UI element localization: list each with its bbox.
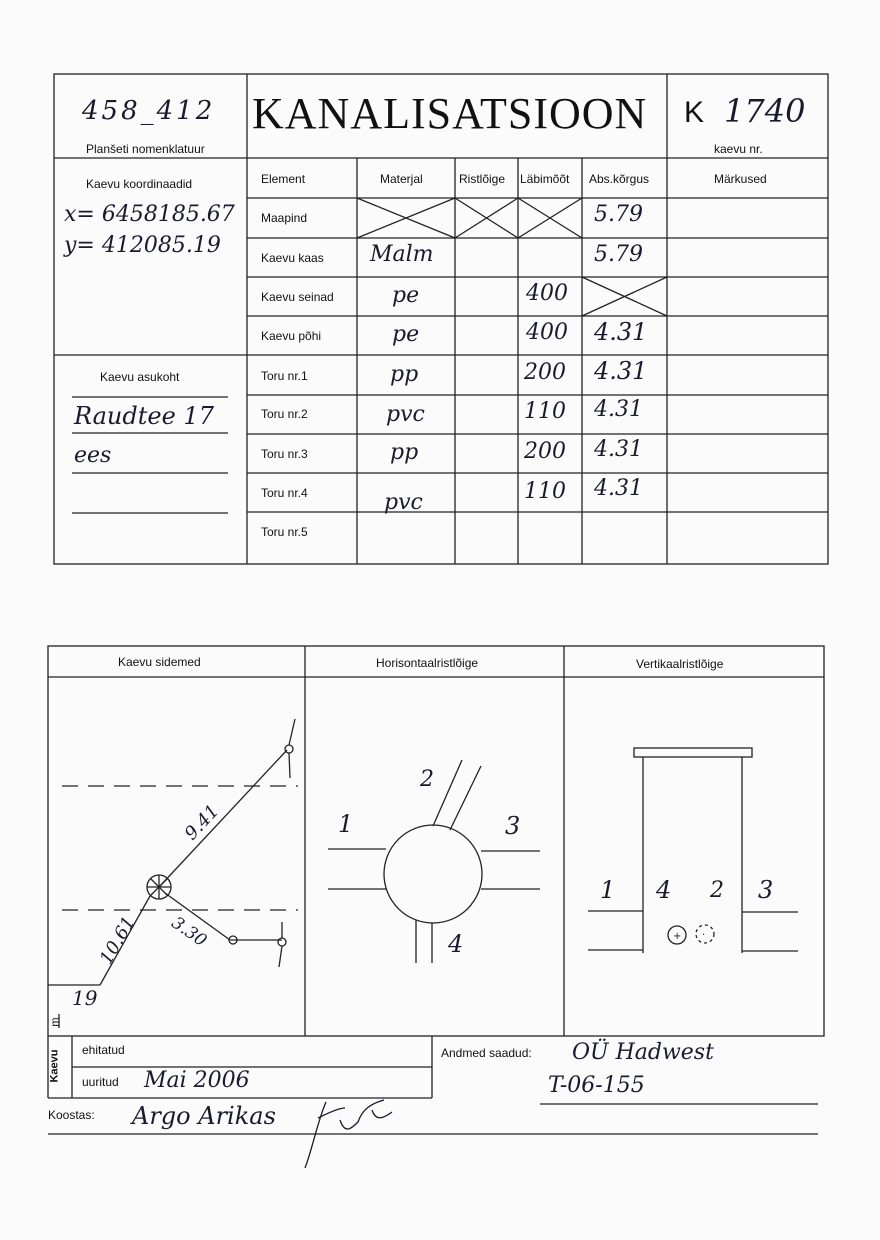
location-line-2: ees [74,443,112,468]
surveyed-label: uuritud [82,1075,119,1089]
row-elevation: 4.31 [594,397,643,422]
pipe-label-v-3: 3 [758,876,774,904]
header-elevation: Abs.kõrgus [589,172,650,186]
pipe-label-h-1: 1 [338,810,354,838]
horizontal-section-sketch [328,760,540,963]
pipe-label-h-2: 2 [420,767,434,792]
row-diameter: 400 [526,320,568,345]
vertical-section-sketch [588,748,798,953]
page-title: KANALISATSIOON [252,89,648,138]
plan-number-label: Planšeti nomenklatuur [86,142,205,156]
row-material: pp [390,362,419,387]
pipe-label-v-2: 2 [710,878,724,903]
header-section: Ristlõige [459,172,506,186]
pipe-label-h-3: 3 [505,812,521,840]
well-number: 1740 [724,92,806,130]
header-element: Element [261,172,306,186]
data-source-company: OÜ Hadwest [572,1040,714,1065]
corner-number: 19 [72,986,98,1010]
coordinates-label: Kaevu koordinaadid [86,177,193,191]
pipe-label-v-4: 4 [656,876,672,904]
header-remarks: Märkused [714,172,767,186]
row-element: Kaevu kaas [261,251,324,265]
row-elevation: 4.31 [594,357,648,385]
data-source-label: Andmed saadud: [441,1046,532,1060]
row-diameter: 200 [524,439,566,464]
row-elevation: 4.31 [594,476,643,501]
scale-mark: m [49,1017,62,1027]
row-element: Toru nr.3 [261,447,308,461]
row-material: pvc [384,490,423,515]
footer-side-label: Kaevu [48,1049,61,1083]
compiled-label: Koostas: [48,1108,95,1122]
sketch-header-connections: Kaevu sidemed [118,655,201,669]
pipe-label-v-1: 1 [600,876,616,904]
row-material: Malm [370,242,434,267]
coordinate-x: x= 6458185.67 [64,202,235,227]
svg-text:·: · [702,930,706,941]
row-diameter: 400 [526,281,568,306]
distance-label-2: 10.61 [95,912,140,969]
row-material: pe [392,322,420,347]
row-elevation: 5.79 [594,242,643,267]
plan-number: 458_412 [82,96,216,126]
header-material: Materjal [380,172,423,186]
row-element: Maapind [261,211,308,225]
distance-label-3: 3.30 [167,912,211,952]
surveyed-value: Mai 2006 [144,1068,250,1093]
well-prefix: K [684,96,705,129]
row-elevation: 4.31 [594,437,643,462]
row-element: Kaevu põhi [261,329,322,343]
row-elevation: 4.31 [594,318,648,346]
row-material: pvc [386,402,425,427]
sketch-header-horizontal: Horisontaalristlõige [376,656,479,670]
coordinate-y: y= 412085.19 [64,233,221,258]
well-number-label: kaevu nr. [714,142,763,156]
row-element: Toru nr.4 [261,486,308,500]
row-element: Toru nr.1 [261,369,308,383]
row-diameter: 200 [524,360,566,385]
data-source-code: T-06-155 [548,1073,645,1098]
compiled-by: Argo Arikas [132,1102,276,1130]
location-label: Kaevu asukoht [100,370,180,384]
sketch-header-vertical: Vertikaalristlõige [636,657,724,671]
location-line-1: Raudtee 17 [74,402,214,430]
well-connections-sketch [48,719,298,1028]
row-element: Kaevu seinad [261,290,334,304]
row-element: Toru nr.2 [261,407,308,421]
pipe-label-h-4: 4 [448,930,464,958]
row-diameter: 110 [524,479,566,504]
distance-label-1: 9.41 [180,800,224,845]
row-element: Toru nr.5 [261,525,308,539]
row-material: pe [392,283,420,308]
built-label: ehitatud [82,1043,125,1057]
row-diameter: 110 [524,399,566,424]
row-elevation: 5.79 [594,202,643,227]
svg-text:+: + [673,931,682,942]
header-diameter: Läbimõõt [520,172,570,186]
row-material: pp [390,440,419,465]
